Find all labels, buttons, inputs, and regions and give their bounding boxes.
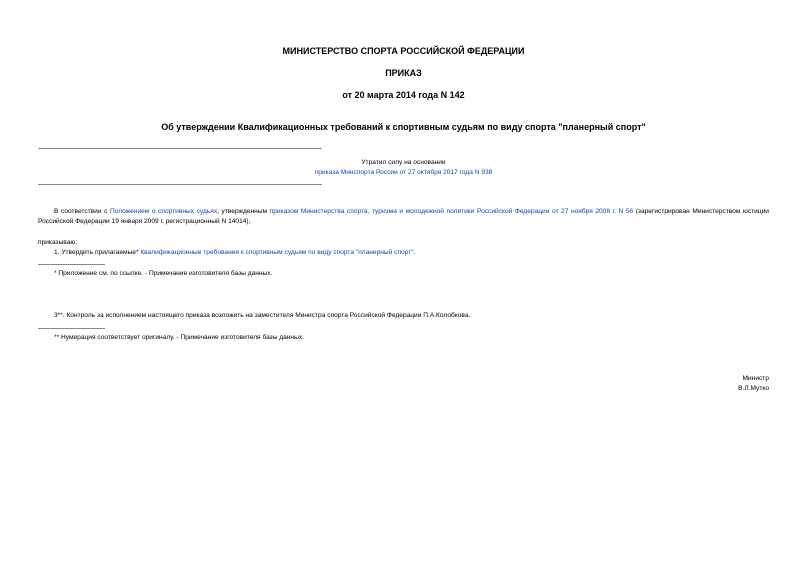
- preamble-paragraph: [38, 207, 769, 227]
- item1-suffix: .: [413, 249, 416, 256]
- footnote-divider-2: [38, 328, 105, 329]
- preamble-text-2: , утвержденным: [217, 208, 270, 215]
- footnote-2: ** Нумерация соответствует оригиналу. - Примечание изготовителя базы данных.: [54, 334, 304, 341]
- signature-name: В.Л.Мутко: [738, 385, 769, 392]
- item1-prefix: 1. Утвердить прилагаемые*: [54, 249, 141, 256]
- preamble-text-1: В соответствии с: [54, 208, 110, 215]
- date-number: от 20 марта 2014 года N 142: [342, 90, 465, 100]
- ministry-heading: МИНИСТЕРСТВО СПОРТА РОССИЙСКОЙ ФЕДЕРАЦИИ: [282, 46, 525, 56]
- footnote-divider-1: [38, 264, 105, 265]
- order-item-3: 3**. Контроль за исполнением настоящего приказа возложить на заместителя Министра спорта Российской Федерации П.А.Колобкова.: [54, 312, 471, 319]
- preamble-text-3: (зарегистрирован Министерством юстиции Российской Федерации 19 января 2009 г. регистрационный N 14014),: [38, 208, 769, 225]
- order-word: приказываю:: [38, 239, 78, 246]
- ministry-order-link[interactable]: приказом Министерства спорта, туризма и молодежной политики Российской Федерации от 27 ноября 2008 г. N 56: [269, 208, 634, 215]
- page-title: Об утверждении Квалификационных требований к спортивным судьям по виду спорта "планерный спорт": [161, 122, 646, 132]
- divider-top: [38, 148, 322, 149]
- doc-type-heading: ПРИКАЗ: [385, 68, 422, 78]
- footnote-1: * Приложение см. по ссылке. - Примечание изготовителя базы данных.: [54, 270, 273, 277]
- signature-position: Министр: [742, 375, 769, 382]
- repeal-order-link[interactable]: приказа Минспорта России от 27 октября 2017 года N 938: [314, 169, 493, 176]
- divider-bottom: [38, 184, 322, 185]
- qualification-requirements-link[interactable]: Квалификационные требования к спортивным судьям по виду спорта "планерный спорт": [140, 249, 414, 256]
- order-item-1: [54, 248, 769, 258]
- status-link-wrap: [0, 168, 807, 178]
- status-line: Утратил силу на основании: [361, 159, 446, 166]
- regulation-link[interactable]: Положением о спортивных судьях: [109, 208, 218, 215]
